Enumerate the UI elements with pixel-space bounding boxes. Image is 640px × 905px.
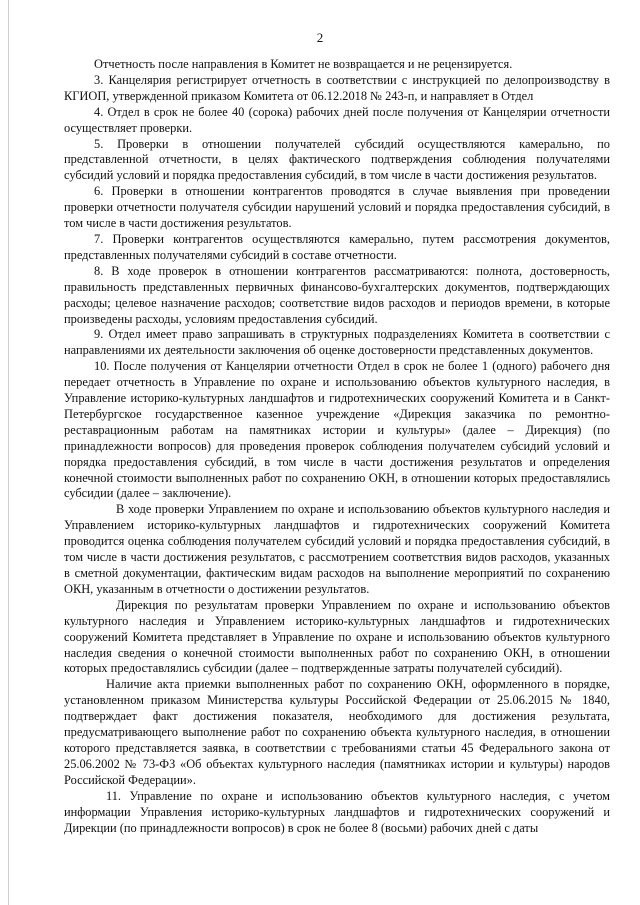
paragraph-3-registration: 3. Канцелярия регистрирует отчетность в соответствии с инструкцией по делопроизводству в КГИОП, утвержденной приказом Комитета от 06.12.2018 № 243-п, и направляет в Отдел: [64, 72, 610, 103]
paragraph-8-review-scope: 8. В ходе проверок в отношении контрагентов рассматриваются: полнота, достоверность, правильность представленных первичных финансово-бухгалтерских документов, подтверждающих расходы; целевое назначение расходов; соответствие видов расходов и периодов времени, в которые произведены расходы, условиям предоставления субсидий.: [64, 263, 610, 326]
paragraph-report-not-returned: Отчетность после направления в Комитет не возвращается и не рецензируется.: [94, 57, 513, 71]
scan-edge-line: [8, 0, 9, 905]
paragraph-9-department-rights: 9. Отдел имеет право запрашивать в структурных подразделениях Комитета в соответствии с направлениями их деятельности заключения об оценке достоверности представленных документов.: [64, 327, 610, 358]
paragraph-directorate-results: Дирекция по результатам проверки Управлением по охране и использованию объектов культурного наследия и Управлением историко-культурных ландшафтов и гидротехнических сооружений Комитета представляет в Управление по охране и использованию объектов культурного наследия сведения о конечной стоимости выполненных работ по сохранению ОКН, в отношении которых предоставлялись субсидии (далее – подтвержденные затраты получателей субсидий).: [64, 597, 610, 676]
paragraph-10-report-transfer: 10. После получения от Канцелярии отчетности Отдел в срок не более 1 (одного) рабочего дня передает отчетность в Управление по охране и использованию объектов культурного наследия, в Управление историко-культурных ландшафтов и гидротехнических сооружений Комитета и в Санкт-Петербургское государственное казенное учреждение «Дирекция заказчика по ремонтно-реставрационным работам на памятниках истории и культуры» (далее – Дирекция) (по принадлежности вопросов) для проведения проверок соблюдения получателем субсидий условий и порядка предоставления субсидий, в том числе в части достижения результатов и определения конечной стоимости выполненных работ по сохранению ОКН, в отношении которых предоставлялись субсидии (далее – заключение).: [64, 359, 610, 501]
paragraph-inspection-assessment: В ходе проверки Управлением по охране и использованию объектов культурного наследия и Управлением историко-культурных ландшафтов и гидротехнических сооружений Комитета проводится оценка соблюдения получателем субсидий условий и порядка предоставления субсидий, в том числе в части достижения результатов, с рассмотрением соответствия видов расходов, указанных в сметной документации, фактическим видам расходов на выполнение мероприятий по сохранению ОКН, указанным в отчетности о достижении результатов.: [64, 502, 610, 596]
paragraph-acceptance-act: Наличие акта приемки выполненных работ по сохранению ОКН, оформленного в порядке, установленном приказом Министерства культуры Российской Федерации от 25.06.2015 № 1840, подтверждает факт достижения показателя, необходимого для достижения результата, предусматривающего выполнение работ по сохранению объекта культурного наследия, в отношении которого представляется заявка, в соответствии с требованиями статьи 45 Федерального закона от 25.06.2002 № 73-ФЗ «Об объектах культурного наследия (памятниках истории и культуры) народов Российской Федерации».: [64, 677, 610, 787]
paragraph-11-management: 11. Управление по охране и использованию объектов культурного наследия, с учетом информации Управления историко-культурных ландшафтов и гидротехнических сооружений и Дирекции (по принадлежности вопросов) в срок не более 8 (восьми) рабочих дней с даты: [64, 788, 610, 835]
paragraph-5-recipient-inspections: 5. Проверки в отношении получателей субсидий осуществляются камерально, по представленной отчетности, в целях фактического подтверждения соблюдения получателями субсидий условий и порядка предоставления субсидий, в том числе в части достижения результатов.: [64, 136, 610, 183]
document-body: [64, 57, 610, 836]
page-number: 2: [316, 30, 324, 45]
paragraph-7-desk-review: 7. Проверки контрагентов осуществляются камерально, путем рассмотрения документов, представленных получателями субсидий в составе отчетности.: [64, 231, 610, 262]
paragraph-4-inspection-term: 4. Отдел в срок не более 40 (сорока) рабочих дней после получения от Канцелярии отчетности осуществляет проверки.: [64, 104, 610, 135]
paragraph-6-contractor-inspections: 6. Проверки в отношении контрагентов проводятся в случае выявления при проведении проверки отчетности получателя субсидии нарушений условий и порядка предоставления субсидий, в том числе в части достижения результатов.: [64, 184, 610, 231]
